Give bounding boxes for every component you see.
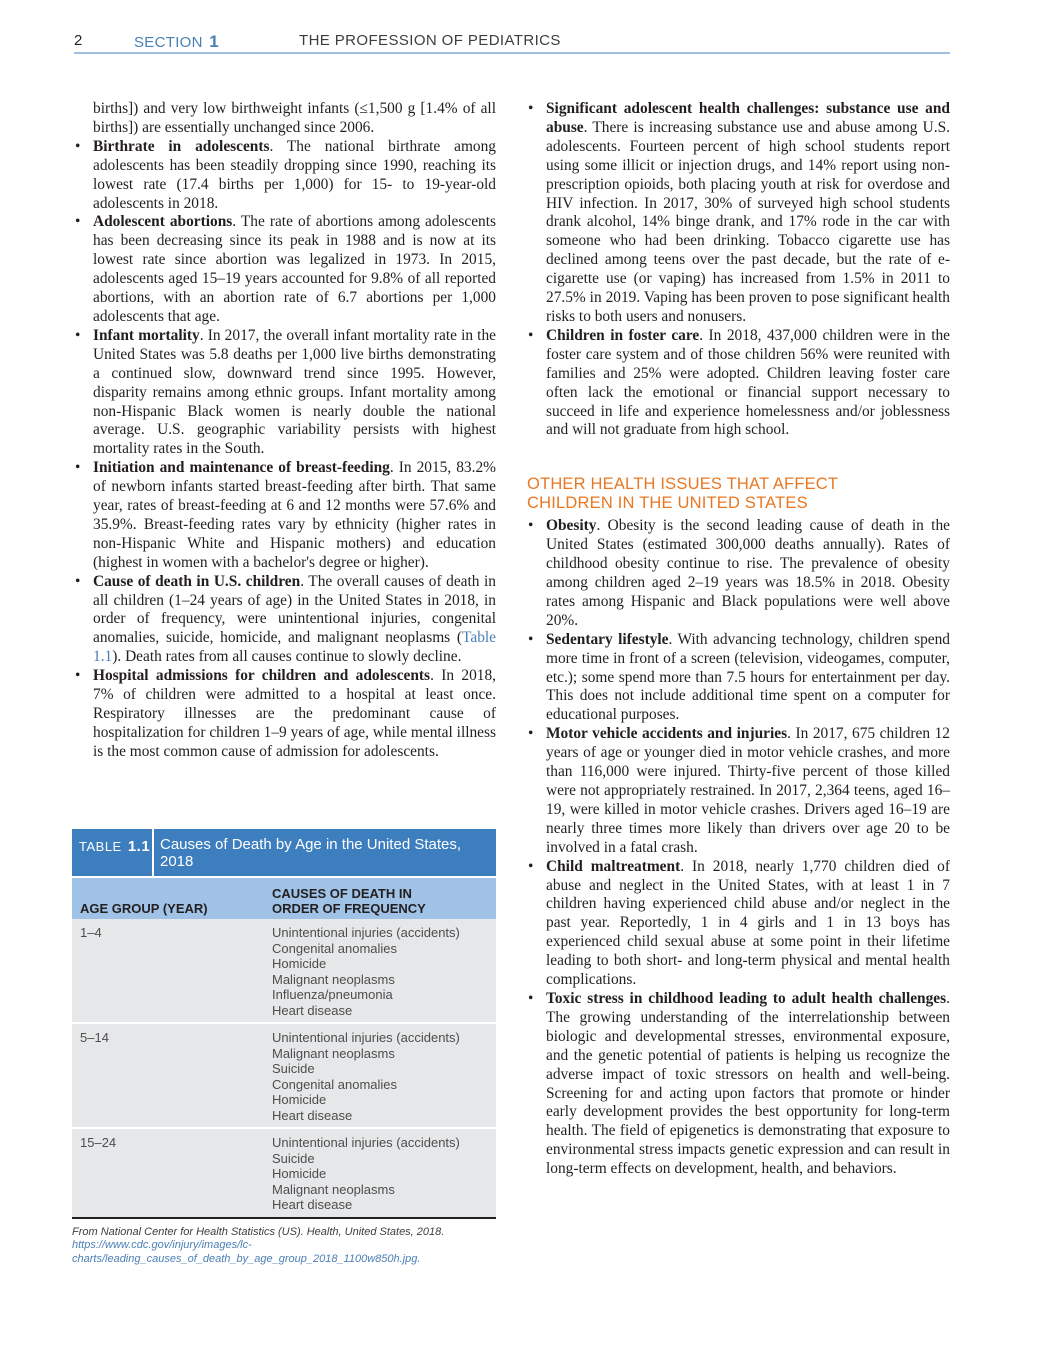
left-bullet-list bbox=[74, 138, 496, 762]
header-rule bbox=[74, 52, 950, 54]
bullet-text: . In 2017, 675 children 12 years of age or younger died in motor vehicle crashes, and more than 116,000 were injured. Thirty-five percent of those killed were not appropriately restrained. In 2017, 2,364 teens, aged 16–19, were killed in motor vehicle crashes. Drivers aged 16–19 are nearly three times more likely than drivers over age 20 to be involved in a fatal crash. bbox=[546, 725, 951, 856]
cause-item: Malignant neoplasms bbox=[272, 1045, 395, 1061]
list-item bbox=[527, 725, 950, 857]
cause-item: Homicide bbox=[272, 1166, 327, 1181]
list-item bbox=[527, 631, 950, 726]
cause-item: Malignant neoplasms bbox=[272, 971, 395, 987]
column-header-causes-line1: CAUSES OF DEATH IN bbox=[272, 886, 412, 901]
source-url-link[interactable]: https://www.cdc.gov/injury/images/lc-charts/leading_causes_of_death_by_age_group_2018_1100w850h.jpg. bbox=[72, 1239, 421, 1265]
cause-item: Heart disease bbox=[272, 1197, 353, 1212]
cause-item: Congenital anomalies bbox=[272, 1076, 398, 1092]
section-label bbox=[134, 32, 219, 52]
column-header-causes bbox=[272, 878, 496, 919]
bullet-text: ). Death rates from all causes continue to slowly decline. bbox=[112, 648, 462, 666]
list-item bbox=[74, 138, 496, 214]
table-header-row bbox=[72, 878, 496, 919]
section-title: THE PROFESSION OF PEDIATRICS bbox=[299, 32, 561, 49]
bullet-text: . Obesity is the second leading cause of death in the United States (estimated 300,000 deaths annually). Rates of childhood obesity continue to rise. The prevalence of obesity among children aged 2–19 years was 18.5% in 2018. Obesity rates among Hispanic and Black populations were well above 20%. bbox=[546, 517, 950, 629]
bullet-text: . The overall causes of death in all children (1–24 years of age) in the United States in 2018, in order of frequency, were unintentional injuries, congenital anomalies, suicide, homicide, and malignant neoplasms ( bbox=[93, 572, 496, 647]
bullet-text: . In 2015, 83.2% of newborn infants started breast-feeding after birth. That same year, rates of breast-feeding at 6 and 12 months were 57.6% and 35.9%. Breast-feeding rates vary by ethnicity (higher rates in non-Hispanic White and Hispanic mothers) and education (highest in women with a bachelor's degree or higher). bbox=[93, 459, 496, 571]
intro-paragraph: births]) and very low birthweight infants (≤1,500 g [1.4% of all births]) are essentially unchanged since 2006. bbox=[93, 100, 496, 136]
bullet-text: . With advancing technology, children spend more time in front of a screen (television, videogames, computer, etc.); some spend more than 7.5 hours for entertainment per day. This does not include additional time spent on a computer for educational purposes. bbox=[546, 630, 951, 724]
bullet-heading: Infant mortality bbox=[93, 326, 200, 344]
bullet-heading: Significant adolescent health challenges: substance use and abuse bbox=[546, 100, 950, 136]
age-cell: 1–4 bbox=[80, 925, 102, 940]
bullet-heading: Adolescent abortions bbox=[93, 213, 233, 231]
section-heading-line2: CHILDREN IN THE UNITED STATES bbox=[527, 494, 808, 513]
bullet-text: . There is increasing substance use and abuse among U.S. adolescents. Fourteen percent of high school students report using some illicit or injection drugs, and 14% report using non-prescription opioids, both placing youth at risk for overdose and HIV infection. In 2017, 30% of surveyed high school students drank alcohol, 14% binge drank, and 17% rode in the car with someone who had been drinking. Tobacco cigarette use has declined among teens over the past decade, but the rate of e-cigarette use (or vaping) has increased from 1.5% in 2011 to 27.5% in 2019. Vaping has been proven to pose significant health risks to both users and nonusers. bbox=[546, 118, 950, 325]
column-header-age: AGE GROUP (YEAR) bbox=[80, 901, 208, 916]
section-heading bbox=[527, 475, 950, 513]
column-header-causes-line2: ORDER OF FREQUENCY bbox=[272, 901, 426, 916]
cause-item: Congenital anomalies bbox=[272, 940, 398, 956]
right-bullet-list-top bbox=[527, 100, 950, 440]
list-item bbox=[74, 213, 496, 326]
cause-item: Homicide bbox=[272, 1092, 327, 1107]
table-caption bbox=[72, 829, 496, 876]
cause-item: Influenza/pneumonia bbox=[272, 987, 393, 1002]
bullet-heading: Birthrate in adolescents bbox=[93, 137, 270, 155]
bullet-text: . In 2018, 437,000 children were in the foster care system and of those children 56% were reunited with families and 25% were adopted. Children leaving foster care often lack the emotional or financial support necessary to succeed in life and experience homelessness and/or joblessness and will not graduate from high school. bbox=[546, 326, 950, 439]
bullet-heading: Hospital admissions for children and adolescents bbox=[93, 667, 431, 685]
cause-item: Unintentional injuries (accidents) bbox=[272, 1135, 460, 1150]
list-item bbox=[527, 327, 950, 440]
list-item bbox=[527, 517, 950, 630]
bullet-text: . In 2018, nearly 1,770 children died of abuse and neglect in the United States, with at least 1 in 7 children having experienced child abuse and/or neglect in the past year. Reportedly, 1 in 4 girls and 1 in 13 boys has experienced child sexual abuse at some point in their lifetime leading to both short- and long-term physical and mental health complications. bbox=[546, 857, 950, 989]
page-number: 2 bbox=[74, 32, 83, 49]
bullet-text: . In 2017, the overall infant mortality rate in the United States was 5.8 deaths per 1,000 live births demonstrating a continued slow, downward trend since 1995. However, disparity remains among ethnic groups. Infant mortality among non-Hispanic Black women is nearly double the national average. U.S. geographic variability persists with highest mortality rates in the South. bbox=[93, 326, 496, 458]
bullet-heading: Sedentary lifestyle bbox=[546, 630, 669, 648]
section-word: SECTION bbox=[134, 34, 203, 51]
causes-cell bbox=[272, 1030, 496, 1123]
age-cell: 5–14 bbox=[80, 1030, 109, 1045]
cause-item: Suicide bbox=[272, 1061, 315, 1076]
table-label-word: TABLE bbox=[79, 839, 122, 854]
table-row bbox=[72, 1024, 496, 1129]
bullet-heading: Cause of death in U.S. children bbox=[93, 572, 301, 590]
table-number: 1.1 bbox=[127, 838, 151, 855]
list-item bbox=[527, 990, 950, 1179]
bullet-heading: Obesity bbox=[546, 517, 597, 535]
list-item bbox=[74, 459, 496, 572]
age-cell: 15–24 bbox=[80, 1135, 117, 1150]
bullet-text: . The national birthrate among adolescents has been steadily dropping since 1990, reaching its lowest rate (17.4 births per 1,000) for 15- to 19-year-old adolescents in 2018. bbox=[93, 137, 496, 212]
cause-item: Unintentional injuries (accidents) bbox=[272, 1030, 460, 1045]
section-heading-line1: OTHER HEALTH ISSUES THAT AFFECT bbox=[527, 475, 839, 494]
bullet-heading: Initiation and maintenance of breast-feeding bbox=[93, 459, 390, 477]
right-column bbox=[527, 100, 950, 1179]
table-title: Causes of Death by Age in the United States, 2018 bbox=[160, 836, 462, 870]
running-header bbox=[74, 30, 950, 52]
list-item bbox=[527, 858, 950, 990]
table-1-1 bbox=[72, 829, 496, 1266]
table-body bbox=[72, 919, 496, 1217]
cause-item: Suicide bbox=[272, 1150, 315, 1166]
list-item bbox=[74, 327, 496, 459]
cause-item: Heart disease bbox=[272, 1002, 353, 1018]
bullet-heading: Children in foster care bbox=[546, 326, 700, 344]
cause-item: Unintentional injuries (accidents) bbox=[272, 925, 460, 940]
section-number: 1 bbox=[209, 32, 220, 51]
bullet-heading: Toxic stress in childhood leading to adult health challenges bbox=[546, 989, 947, 1007]
cause-item: Homicide bbox=[272, 956, 327, 971]
bullet-heading: Child maltreatment bbox=[546, 857, 681, 875]
table-row bbox=[72, 1129, 496, 1217]
right-bullet-list-bottom bbox=[527, 517, 950, 1179]
list-item bbox=[74, 667, 496, 762]
table-row bbox=[72, 919, 496, 1024]
causes-cell bbox=[272, 925, 496, 1018]
bullet-text: . The rate of abortions among adolescents has been decreasing since its peak in 1988 and is now at its lowest rate since abortion was legalized in 1973. In 2015, adolescents aged 15–19 years accounted for 9.8% of all reported abortions, with an abortion rate of 6.7 abortions per 1,000 adolescents that age. bbox=[93, 213, 496, 325]
table-reference-link[interactable]: Table 1.1 bbox=[93, 629, 496, 666]
table-source-note bbox=[72, 1226, 496, 1267]
cause-item: Malignant neoplasms bbox=[272, 1181, 395, 1197]
left-column bbox=[74, 100, 496, 762]
bullet-heading: Motor vehicle accidents and injuries bbox=[546, 725, 788, 743]
causes-cell bbox=[272, 1135, 496, 1213]
bullet-text: . In 2018, 7% of children were admitted to a hospital at least once. Respiratory illnesses are the predominant cause of hospitalization for children 1–9 years of age, while mental illness is the most common cause of admission for adolescents. bbox=[93, 667, 496, 760]
bullet-text: . The growing understanding of the interrelationship between biologic and developmental stresses, environmental exposure, and the genetic potential of patients is helping us recognize the adverse impact of toxic stressors on health and well-being. Screening for and acting upon factors that promote or hinder early development provides the best opportunity for long-term health. The field of epigenetics is demonstrating that exposure to environmental stress impacts genetic expression and can result in long-term effects on development, health, and behaviors. bbox=[546, 989, 950, 1178]
table-bottom-rule bbox=[72, 1217, 496, 1219]
list-item bbox=[527, 100, 950, 327]
cause-item: Heart disease bbox=[272, 1107, 353, 1123]
source-text: From National Center for Health Statistics (US). Health, United States, 2018. bbox=[72, 1225, 445, 1238]
list-item bbox=[74, 573, 496, 668]
table-label bbox=[72, 829, 154, 876]
